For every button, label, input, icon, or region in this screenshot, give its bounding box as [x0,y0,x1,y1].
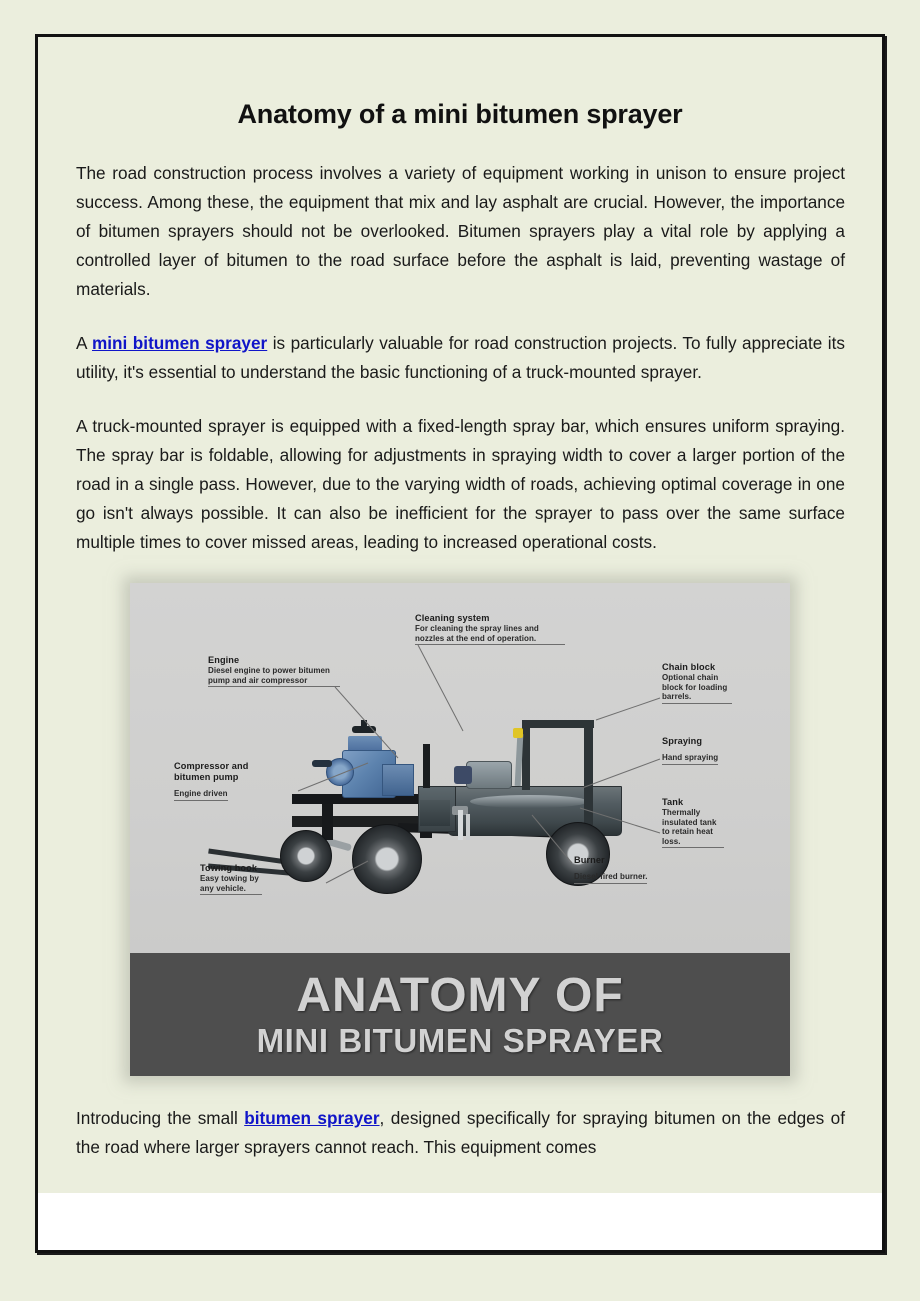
paragraph-4 [76,1104,845,1162]
callout-tank-caption: Tank [662,797,684,807]
wheel-front-right [352,824,422,894]
banner-line-2: MINI BITUMEN SPRAYER [256,1021,664,1059]
banner-line-1: ANATOMY OF [296,968,624,1022]
callout-towing-hook [200,863,262,896]
compressor-inlet-pipe [312,760,332,767]
chain-block-mast-left [522,720,530,790]
callout-tank-description: Thermally insulated tank to retain heat loss. [662,808,724,848]
tank-highlight [470,795,588,808]
control-box [454,766,472,784]
callout-compressor-caption: Compressor and bitumen pump [174,761,249,782]
callout-chain-block [662,662,732,704]
document-body-column [38,159,882,557]
chain-block-hook [513,728,523,738]
callout-cleaning-system-description: For cleaning the spray lines and nozzles at the end of operation. [415,624,565,645]
diesel-burner [420,800,450,826]
paragraph-3: A truck-mounted sprayer is equipped with a fixed-length spray bar, which ensures uniform spraying. The spray bar is foldable, allowing for adjustments in spraying width to cover a larger portion of the road in a single pass. However, due to the varying width of roads, achieving optimal coverage in one go isn't always possible. It can also be inefficient for the sprayer to pass over the same surface multiple times to cover missed areas, leading to increased operational costs. [76,416,845,552]
paragraph-1: The road construction process involves a variety of equipment working in unison to ensure project success. Among these, the equipment that mix and lay asphalt are crucial. However, the importance of bitumen sprayers should not be overlooked. Bitumen sprayers play a vital role by applying a controlled layer of bitumen to the road surface before the asphalt is laid, preventing wastage of materials. [76,163,845,299]
document-sheet [38,37,882,1193]
callout-spraying [662,736,718,765]
callout-spraying-caption: Spraying [662,736,703,746]
paragraph-4-text-after: , designed specifically for spraying bitumen on the edges of the road where larger sprayers cannot reach. This equipment comes [76,1108,845,1157]
document-content [38,37,882,1162]
chain-block-mast-right [584,720,593,825]
callout-burner-caption: Burner [574,855,605,865]
document-page-frame [35,34,885,1253]
link-mini-bitumen-sprayer[interactable]: mini bitumen sprayer [92,333,268,353]
paragraph-4-text-before: Introducing the small [76,1108,245,1128]
figure-banner [130,953,790,1076]
document-page-inner [38,37,882,1250]
page-title: Anatomy of a mini bitumen sprayer [237,99,683,129]
wheel-front-left [280,830,332,882]
link-bitumen-sprayer[interactable]: bitumen sprayer [244,1108,380,1128]
callout-engine-caption: Engine [208,655,240,665]
callout-engine [208,655,340,688]
callout-tank [662,797,724,849]
sprayer-diagram [130,583,790,953]
cleaning-system-unit [466,761,512,789]
callout-burner-description: Diesel fired burner. [574,872,647,884]
spray-hose-1 [458,810,463,840]
callout-engine-description: Diesel engine to power bitumen pump and air compressor [208,666,340,687]
callout-compressor-description: Engine driven [174,789,228,801]
document-body-column-lower [38,1104,882,1162]
callout-towing-hook-description: Easy towing by any vehicle. [200,874,262,895]
anatomy-figure [130,583,790,1076]
bitumen-pump [382,764,414,796]
callout-spraying-description: Hand spraying [662,753,718,765]
callout-chain-block-caption: Chain block [662,662,716,672]
callout-burner [574,855,647,884]
callout-towing-hook-caption: Towing hook [200,863,258,873]
spray-hose-2 [466,814,470,840]
paragraph-2-text-after: is particularly valuable for road construction projects. To fully appreciate its utility, it's essential to understand the basic functioning of a truck-mounted sprayer. [76,333,845,382]
deck-post-left [322,804,333,840]
callout-chain-block-description: Optional chain block for loading barrels. [662,673,732,704]
paragraph-2-text-before: A [76,333,92,353]
callout-cleaning-system-caption: Cleaning system [415,613,490,623]
callout-cleaning-system [415,613,565,646]
paragraph-2 [76,329,845,387]
exhaust-stack [423,744,430,788]
engine-top-cap [352,726,376,733]
callout-compressor-and-bitumen-pump [174,761,250,801]
figure-wrapper [38,583,882,1076]
